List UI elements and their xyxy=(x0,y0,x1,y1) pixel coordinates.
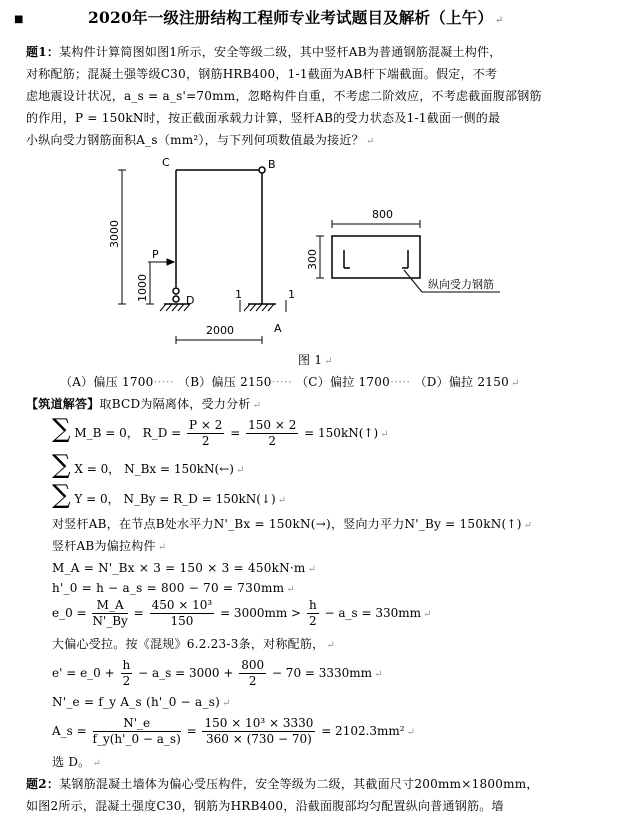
eq-sum-x: ∑ X = 0， N_Bx = 150kN(←) ↵ xyxy=(52,450,245,480)
dim-span: 2000 xyxy=(206,324,234,337)
answer-choose: 选 D。 ↵ xyxy=(52,755,102,769)
pin-d-top xyxy=(173,288,179,294)
dim-total-height: 3000 xyxy=(108,220,121,248)
answer-h0: h'_0 = h − a_s = 800 − 70 = 730mm ↵ xyxy=(52,581,295,595)
answer-ma: M_A = N'_Bx × 3 = 150 × 3 = 450kN·m ↵ xyxy=(52,561,317,575)
q2-label: 题2： xyxy=(26,777,60,791)
section-rect xyxy=(332,236,420,278)
eq-e-prime: e' = e_0 + $\frac{h}{2}$ − a_s = 3000 + $\frac{800}{2}$ − 70 = 3330mm ↵ xyxy=(52,658,383,688)
figure-caption: 图 1 ↵ xyxy=(298,353,333,367)
dim-section-depth: 300 xyxy=(306,249,319,270)
q1-line-2: 对称配筋；混凝土强等级C30，钢筋HRB400，1-1截面为AB杆下端截面。假定，不考 xyxy=(26,67,498,81)
q1-label: 题1： xyxy=(26,45,60,59)
option-b: （B）偏压 2150 xyxy=(177,375,272,389)
eq-sum-y: ∑ Y = 0， N_By = R_D = 150kN(↓) ↵ xyxy=(52,480,287,510)
q1-line-3: 虑地震设计状况，a_s = a_s'=70mm，忽略构件自重，不考虑二阶效应，不考虑截面腹部钢筋 xyxy=(26,89,542,103)
bullet-marker: ■ xyxy=(14,14,24,25)
answer-header: 【筑道解答】取BCD为隔离体，受力分析 ↵ xyxy=(26,397,262,411)
option-c: （C）偏拉 1700 xyxy=(296,375,391,389)
page-title: 2020年一级注册结构工程师专业考试题目及解析（上午） ↵ xyxy=(88,8,504,27)
answer-ne: N'_e = f_y A_s (h'_0 − a_s) ↵ xyxy=(52,695,231,709)
label-b: B xyxy=(268,158,276,171)
q1-options: （A）偏压 1700····· （B）偏压 2150····· （C）偏拉 1700····· （D）偏拉 2150 ↵ xyxy=(60,375,520,389)
answer-big-ecc: 大偏心受拉。按《混规》6.2.23-3条，对称配筋， ↵ xyxy=(52,637,335,651)
dim-p-height: 1000 xyxy=(136,274,149,302)
label-c: C xyxy=(162,156,170,169)
hinge-b xyxy=(259,167,265,173)
answer-type-line: 竖杆AB为偏拉构件 ↵ xyxy=(52,539,167,553)
option-d: （D）偏拉 2150 xyxy=(414,375,509,389)
pin-d-bottom xyxy=(173,296,179,302)
dim-section-width: 800 xyxy=(372,208,393,221)
rebar-label: 纵向受力钢筋 xyxy=(428,278,494,291)
label-sec1-right: 1 xyxy=(288,288,295,301)
eq-sum-moment: ∑ M_B = 0， R_D = $\frac{P \times 2}{2}$ = $\frac{150 \times 2}{2}$ = 150kN(↑) ↵ xyxy=(52,414,389,448)
label-a: A xyxy=(274,322,282,335)
label-sec1-left: 1 xyxy=(235,288,242,301)
q1-line-5: 小纵向受力钢筋面积A_s（mm²），与下列何项数值最为接近？ ↵ xyxy=(26,133,375,147)
q2-line-2: 如图2所示，混凝土强度C30，钢筋为HRB400，沿截面腹部均匀配置纵向普通钢筋。墙 xyxy=(26,799,504,813)
figure-1 xyxy=(100,152,520,352)
q2-line-1: 题2：某钢筋混凝土墙体为偏心受压构件，安全等级为二级，其截面尺寸200mm×1800mm， xyxy=(26,777,539,791)
label-d: D xyxy=(186,294,195,307)
label-p: P xyxy=(152,248,159,261)
answer-force-line: 对竖杆AB，在节点B处水平力N'_Bx = 150kN(→)，竖向力平力N'_By = 150kN(↑) ↵ xyxy=(52,517,533,531)
q1-line-1: 题1：某构件计算简图如图1所示，安全等级二级，其中竖杆AB为普通钢筋混凝土构件， xyxy=(26,45,502,59)
option-a: （A）偏压 1700 xyxy=(60,375,154,389)
eq-e0: e_0 = $\frac{M\_A}{N'\_By}$ = $\frac{\text{450 × 10³}}{150}$ = 3000mm > $\frac{h}{2}$ − a_s = 330mm ↵ xyxy=(52,598,432,628)
q1-line-4: 的作用，P = 150kN时，按正截面承载力计算，竖杆AB的受力状态及1-1截面一侧的最 xyxy=(26,111,501,125)
eq-as: A_s = $\frac{N'\_e}{f\_y(h'\_0 - a\_s)}$ = $\frac{\text{150 × 10³ × 3330}}{360 \times (730 - 70)}$ = 2102.3mm² ↵ xyxy=(52,716,416,746)
